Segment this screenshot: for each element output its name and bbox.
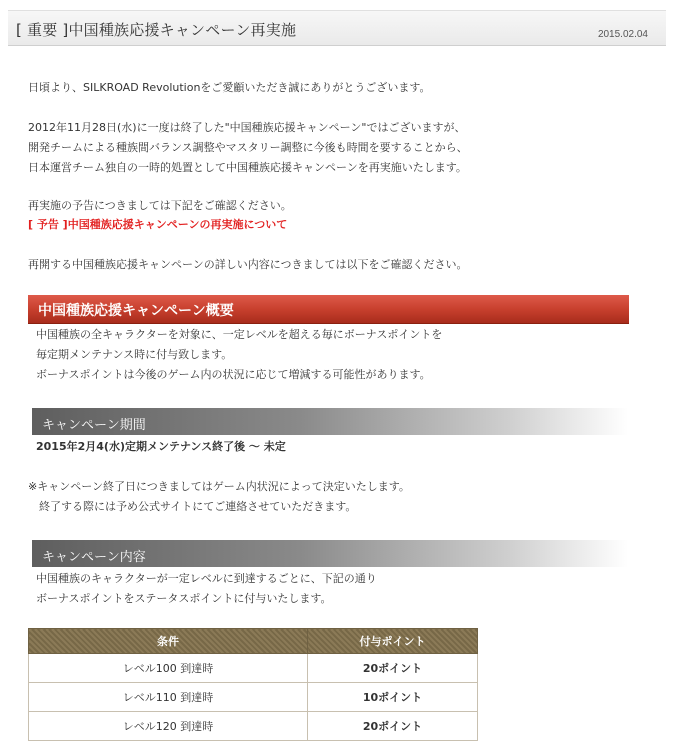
overview-line: ボーナスポイントは今後のゲーム内の状況に応じて増減する可能性があります。 <box>36 368 431 381</box>
post-date: 2015.02.04 <box>597 29 648 40</box>
intro-greeting: 日頃より、SILKROAD Revolutionをご愛顧いただき誠にありがとうございます。 <box>28 81 431 94</box>
period-note: 終了する際には予め公式サイトにてご連絡させていただきます。 <box>28 500 357 513</box>
table-row <box>29 654 478 683</box>
campaign-period-value: 2015年2月4(水)定期メンテナンス終了後 ～ 未定 <box>36 440 286 453</box>
content-section-title: キャンペーン内容 <box>42 550 146 565</box>
condition-cell: レベル100 到達時 <box>29 654 308 683</box>
points-cell: 20ポイント <box>308 712 478 741</box>
condition-cell: レベル110 到達時 <box>29 683 308 712</box>
period-note: ※キャンペーン終了日につきましてはゲーム内状況によって決定いたします。 <box>28 480 410 493</box>
condition-cell: レベル120 到達時 <box>29 712 308 741</box>
intro-paragraph-line: 開発チームによる種族間バランス調整やマスタリー調整に今後も時間を要することから、 <box>28 141 468 154</box>
column-header-points: 付与ポイント <box>308 629 478 654</box>
table-header-row <box>29 629 478 654</box>
points-cell: 10ポイント <box>308 683 478 712</box>
content-line: 中国種族のキャラクターが一定レベルに到達するごとに、下記の通り <box>36 572 377 585</box>
overview-line: 毎定期メンテナンス時に付与致します。 <box>36 348 233 361</box>
content-section-header <box>32 540 628 567</box>
column-header-condition: 条件 <box>29 629 308 654</box>
overview-section-header <box>28 295 629 324</box>
notice-text: 再実施の予告につきましては下記をご確認ください。 <box>28 199 292 212</box>
overview-line: 中国種族の全キャラクターを対象に、一定レベルを超える毎にボーナスポイントを <box>36 328 443 341</box>
table-row <box>29 712 478 741</box>
intro-paragraph-line: 日本運営チーム独自の一時的処置として中国種族応援キャンペーンを再実施いたします。 <box>28 161 467 174</box>
points-cell: 20ポイント <box>308 654 478 683</box>
intro-paragraph-line: 2012年11月28日(水)に一度は終了した"中国種族応援キャンペーン"ではございますが、 <box>28 121 466 134</box>
page-header <box>8 10 666 46</box>
details-text: 再開する中国種族応援キャンペーンの詳しい内容につきましては以下をご確認ください。 <box>28 258 468 271</box>
table-row <box>29 683 478 712</box>
content-line: ボーナスポイントをステータスポイントに付与いたします。 <box>36 592 332 605</box>
page-title: [ 重要 ]中国種族応援キャンペーン再実施 <box>16 21 297 39</box>
notice-link[interactable]: [ 予告 ]中国種族応援キャンペーンの再実施について <box>28 218 288 231</box>
period-section-title: キャンペーン期間 <box>42 418 146 433</box>
overview-section-title: 中国種族応援キャンペーン概要 <box>38 303 234 319</box>
bonus-points-table <box>28 628 478 741</box>
period-section-header <box>32 408 628 435</box>
